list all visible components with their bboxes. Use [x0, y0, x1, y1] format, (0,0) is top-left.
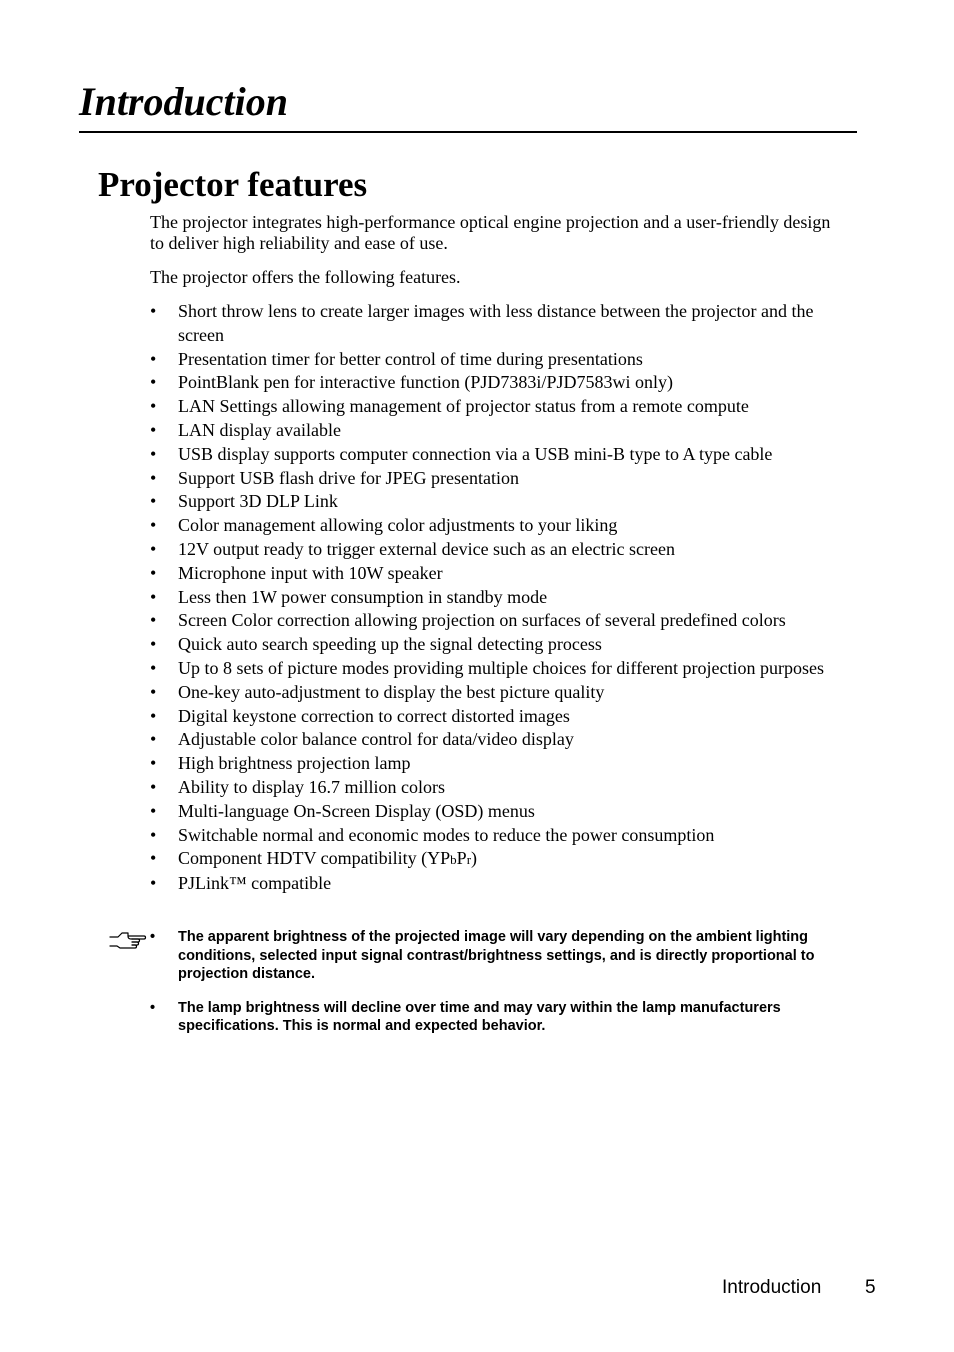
chapter-title: Introduction [79, 79, 288, 124]
list-item: • Support USB flash drive for JPEG presentation [150, 467, 519, 488]
list-item: • LAN Settings allowing management of projector status from a remote compute [150, 396, 749, 417]
list-item: • Screen Color correction allowing projection on surfaces of several predefined colors [150, 610, 786, 631]
footer-page-number: 5 [865, 1277, 876, 1298]
section-title: Projector features [98, 165, 368, 204]
list-item: • High brightness projection lamp [150, 753, 411, 774]
list-item: • One-key auto-adjustment to display the best picture quality [150, 681, 605, 702]
list-item: • Switchable normal and economic modes to reduce the power consumption [150, 824, 715, 845]
list-item: • Digital keystone correction to correct distorted images [150, 705, 570, 726]
list-item: • Color management allowing color adjustments to your liking [150, 515, 618, 536]
list-item: • 12V output ready to trigger external device such as an electric screen [150, 538, 675, 559]
note-item: • The lamp brightness will decline over time and may vary within the lamp manufacturers specifications. This is normal and expected behavior. [150, 999, 781, 1034]
list-item: • PJLink™ compatible [150, 873, 332, 894]
list-item: • LAN display available [150, 419, 341, 440]
feature-list [150, 300, 860, 896]
list-item: • Component HDTV compatibility (YPbPr) [150, 848, 478, 869]
intro-paragraph: The projector integrates high-performance optical engine projection and a user-friendly design to deliver high reliability and ease of use. [150, 212, 831, 253]
note-list [150, 928, 850, 1036]
list-item: • Adjustable color balance control for data/video display [150, 729, 574, 750]
list-item: • Presentation timer for better control of time during presentations [150, 348, 643, 369]
chapter-rule [79, 131, 857, 133]
list-item: • Microphone input with 10W speaker [150, 562, 443, 583]
list-item: • Support 3D DLP Link [150, 491, 338, 512]
list-item: • Ability to display 16.7 million colors [150, 776, 445, 797]
list-item: • USB display supports computer connection via a USB mini-B type to A type cable [150, 443, 773, 464]
list-item: • Multi-language On-Screen Display (OSD) menus [150, 800, 535, 821]
note-item: • The apparent brightness of the projected image will vary depending on the ambient lighting conditions, selected input signal contrast/brightness settings, and is directly proportional to projection distance. [150, 929, 815, 982]
pointing-hand-icon [108, 928, 148, 952]
list-item: • PointBlank pen for interactive function (PJD7383i/PJD7583wi only) [150, 372, 673, 393]
intro-paragraph-2: The projector offers the following features. [150, 267, 461, 287]
list-item: • Short throw lens to create larger images with less distance between the projector and the screen [150, 301, 814, 345]
list-item: • Less then 1W power consumption in standby mode [150, 586, 548, 607]
footer-section-name: Introduction [722, 1277, 822, 1298]
list-item: • Quick auto search speeding up the signal detecting process [150, 634, 602, 655]
list-item: • Up to 8 sets of picture modes providing multiple choices for different projection purposes [150, 657, 825, 678]
